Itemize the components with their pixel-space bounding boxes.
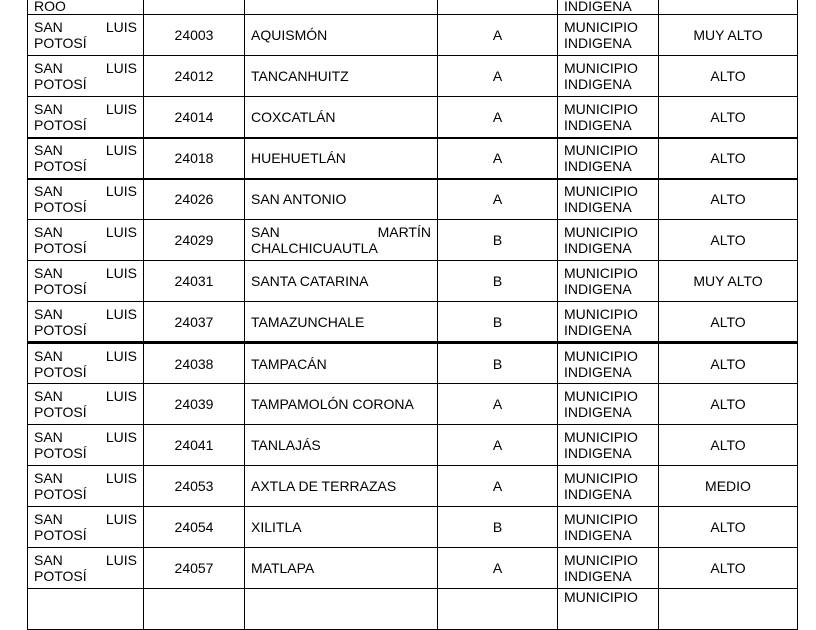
category-cell [558, 220, 659, 261]
state-line [34, 19, 137, 35]
state-line [34, 101, 137, 117]
state-word: LUIS [105, 511, 137, 527]
category-line: MUNICIPIO [564, 552, 638, 568]
type-code: B [438, 507, 558, 548]
table-row [28, 220, 798, 261]
state-word: LUIS [105, 19, 137, 35]
category-line: INDIGENA [564, 240, 632, 256]
state-cell [28, 466, 144, 507]
municipality-code: 24018 [144, 138, 245, 179]
category-cell [558, 302, 659, 343]
category-fragment: INDIGENA [564, 0, 632, 14]
table-row [28, 179, 798, 220]
state-word: POTOSÍ [34, 445, 87, 461]
state-line [34, 142, 137, 158]
state-word: LUIS [105, 265, 137, 281]
state-line [34, 306, 137, 322]
state-cell [28, 261, 144, 302]
state-word: SAN [34, 100, 63, 117]
state-word: POTOSÍ [34, 240, 87, 256]
state-word: POTOSÍ [34, 281, 87, 297]
municipality-name: TAMPAMOLÓN CORONA [245, 384, 438, 425]
marginalization-level: MUY ALTO [659, 15, 798, 56]
state-word: POTOSÍ [34, 35, 87, 51]
state-word: LUIS [105, 552, 137, 568]
type-code: A [438, 179, 558, 220]
municipality-code: 24029 [144, 220, 245, 261]
state-cell [28, 548, 144, 589]
marginalization-level: MUY ALTO [659, 261, 798, 302]
state-cell [28, 97, 144, 138]
state-word: POTOSÍ [34, 527, 87, 543]
type-code: B [438, 343, 558, 384]
municipality-code: 24014 [144, 97, 245, 138]
table-row-partial-top [28, 0, 798, 15]
state-line [34, 552, 137, 568]
municipality-name: AQUISMÓN [245, 15, 438, 56]
state-word: SAN [34, 305, 63, 322]
marginalization-level: ALTO [659, 179, 798, 220]
cat-cell [558, 589, 659, 630]
category-line: MUNICIPIO [564, 265, 638, 281]
state-word: POTOSÍ [34, 199, 87, 216]
state-word: SAN [34, 142, 63, 158]
municipality-code: 24031 [144, 261, 245, 302]
state-cell [28, 179, 144, 220]
type-code: B [438, 220, 558, 261]
state-line [34, 511, 137, 527]
table-row [28, 343, 798, 384]
type-code: A [438, 425, 558, 466]
table-row [28, 425, 798, 466]
state-word: SAN [34, 552, 63, 568]
type-code: A [438, 97, 558, 138]
state-line [34, 183, 137, 199]
municipality-code: 24012 [144, 56, 245, 97]
state-cell [28, 302, 144, 343]
category-cell [558, 97, 659, 138]
municipality-name: MATLAPA [245, 548, 438, 589]
category-line: INDIGENA [564, 445, 632, 461]
marginalization-level: ALTO [659, 138, 798, 179]
category-line: MUNICIPIO [564, 60, 638, 76]
state-word: LUIS [105, 347, 137, 364]
table-row [28, 15, 798, 56]
municipality-code: 24054 [144, 507, 245, 548]
category-line: MUNICIPIO [564, 183, 638, 200]
state-word: LUIS [105, 388, 137, 404]
category-cell [558, 0, 659, 15]
table-row [28, 548, 798, 589]
municipality-code: 24037 [144, 302, 245, 343]
state-word: LUIS [105, 100, 137, 117]
state-word: POTOSÍ [34, 76, 87, 92]
state-cell [28, 343, 144, 384]
table-row [28, 261, 798, 302]
state-cell [28, 0, 144, 15]
municipality-name: XILITLA [245, 507, 438, 548]
municipality-name: TAMAZUNCHALE [245, 302, 438, 343]
category-line: MUNICIPIO [564, 347, 638, 364]
state-word: POTOSÍ [34, 363, 87, 380]
category-line: INDIGENA [564, 76, 632, 92]
municipality-table [27, 0, 798, 630]
state-word: POTOSÍ [34, 116, 87, 133]
marginalization-level: ALTO [659, 425, 798, 466]
municipality-name: AXTLA DE TERRAZAS [245, 466, 438, 507]
state-line [34, 429, 137, 445]
type-code: A [438, 384, 558, 425]
type-code: B [438, 261, 558, 302]
category-cell [558, 507, 659, 548]
type-code: B [438, 302, 558, 343]
state-cell [28, 138, 144, 179]
marginalization-level: ALTO [659, 507, 798, 548]
municipality-name: COXCATLÁN [245, 97, 438, 138]
category-line: MUNICIPIO [564, 305, 638, 322]
category-line: MUNICIPIO [564, 388, 638, 404]
state-word: LUIS [105, 224, 137, 240]
category-line: INDIGENA [564, 116, 632, 133]
municipality-name: SAN ANTONIO [245, 179, 438, 220]
table-row [28, 138, 798, 179]
state-word: SAN [34, 224, 63, 240]
category-cell [558, 138, 659, 179]
municipality-code: 24038 [144, 343, 245, 384]
municipality-name: SANTA CATARINA [245, 261, 438, 302]
municipality-name: HUEHUETLÁN [245, 138, 438, 179]
category-line: MUNICIPIO [564, 142, 638, 158]
marginalization-level: ALTO [659, 384, 798, 425]
type-code: A [438, 138, 558, 179]
state-line [34, 60, 137, 76]
marginalization-level: ALTO [659, 548, 798, 589]
name-cell [245, 589, 438, 630]
table-row [28, 302, 798, 343]
category-line: MUNICIPIO [564, 100, 638, 117]
category-cell [558, 261, 659, 302]
state-line [34, 348, 137, 364]
municipality-code: 24057 [144, 548, 245, 589]
category-cell [558, 466, 659, 507]
category-line: INDIGENA [564, 363, 632, 380]
type-cell [438, 589, 558, 630]
type-code: A [438, 56, 558, 97]
level-cell [659, 0, 798, 15]
municipality-code: 24053 [144, 466, 245, 507]
state-line [34, 224, 137, 240]
state-line [34, 265, 137, 281]
name-line [251, 224, 431, 240]
code-cell [144, 0, 245, 15]
category-fragment: MUNICIPIO [564, 589, 638, 605]
category-cell [558, 548, 659, 589]
state-word: SAN [34, 347, 63, 364]
table-row [28, 56, 798, 97]
category-line: INDIGENA [564, 404, 632, 420]
category-cell [558, 56, 659, 97]
category-line: MUNICIPIO [564, 19, 638, 35]
marginalization-level: ALTO [659, 220, 798, 261]
table-row [28, 97, 798, 138]
type-code: A [438, 15, 558, 56]
marginalization-level: ALTO [659, 56, 798, 97]
state-word: LUIS [105, 470, 137, 486]
state-word: POTOSÍ [34, 568, 87, 584]
name-line: CHALCHICUAUTLA [251, 240, 378, 256]
municipality-name: TANLAJÁS [245, 425, 438, 466]
municipality-code: 24039 [144, 384, 245, 425]
state-line [34, 388, 137, 404]
category-line: INDIGENA [564, 486, 632, 502]
state-cell [28, 384, 144, 425]
category-cell [558, 384, 659, 425]
name-word: MARTÍN [377, 224, 431, 240]
municipality-code: 24041 [144, 425, 245, 466]
municipality-code: 24003 [144, 15, 245, 56]
state-cell [28, 220, 144, 261]
state-word: SAN [34, 19, 63, 35]
category-line: MUNICIPIO [564, 470, 638, 486]
marginalization-level: MEDIO [659, 466, 798, 507]
state-cell [28, 15, 144, 56]
marginalization-level: ALTO [659, 97, 798, 138]
table-row [28, 466, 798, 507]
state-word: SAN [34, 511, 63, 527]
code-cell [144, 589, 245, 630]
state-cell [28, 56, 144, 97]
category-cell [558, 343, 659, 384]
category-cell [558, 425, 659, 466]
name-word: SAN [251, 224, 280, 240]
marginalization-level: ALTO [659, 343, 798, 384]
state-word: POTOSÍ [34, 404, 87, 420]
category-line: INDIGENA [564, 281, 632, 297]
state-cell [28, 589, 144, 630]
state-word: LUIS [105, 60, 137, 76]
type-cell [438, 0, 558, 15]
state-word: SAN [34, 265, 63, 281]
state-word: POTOSÍ [34, 321, 87, 338]
category-line: INDIGENA [564, 321, 632, 338]
state-cell [28, 425, 144, 466]
state-word: LUIS [105, 142, 137, 158]
level-cell [659, 589, 798, 630]
category-line: INDIGENA [564, 158, 632, 174]
name-cell [245, 0, 438, 15]
state-word: SAN [34, 470, 63, 486]
table-row [28, 384, 798, 425]
state-fragment: ROO [34, 0, 66, 14]
category-cell [558, 15, 659, 56]
municipality-name: TAMPACÁN [245, 343, 438, 384]
state-word: SAN [34, 60, 63, 76]
category-line: MUNICIPIO [564, 224, 638, 240]
category-line: MUNICIPIO [564, 429, 638, 445]
state-cell [28, 507, 144, 548]
marginalization-level: ALTO [659, 302, 798, 343]
category-line: INDIGENA [564, 568, 632, 584]
table-row-partial-bottom [28, 589, 798, 630]
state-word: SAN [34, 183, 63, 200]
state-word: POTOSÍ [34, 158, 87, 174]
municipality-code: 24026 [144, 179, 245, 220]
state-word: LUIS [105, 305, 137, 322]
municipality-name: TANCANHUITZ [245, 56, 438, 97]
state-line [34, 470, 137, 486]
municipality-name [245, 220, 438, 261]
state-word: SAN [34, 388, 63, 404]
state-word: LUIS [105, 183, 137, 200]
category-line: INDIGENA [564, 527, 632, 543]
category-line: INDIGENA [564, 35, 632, 51]
state-word: POTOSÍ [34, 486, 87, 502]
state-word: SAN [34, 429, 63, 445]
state-word: LUIS [105, 429, 137, 445]
table-row [28, 507, 798, 548]
type-code: A [438, 466, 558, 507]
category-cell [558, 179, 659, 220]
type-code: A [438, 548, 558, 589]
category-line: MUNICIPIO [564, 511, 638, 527]
category-line: INDIGENA [564, 199, 632, 216]
